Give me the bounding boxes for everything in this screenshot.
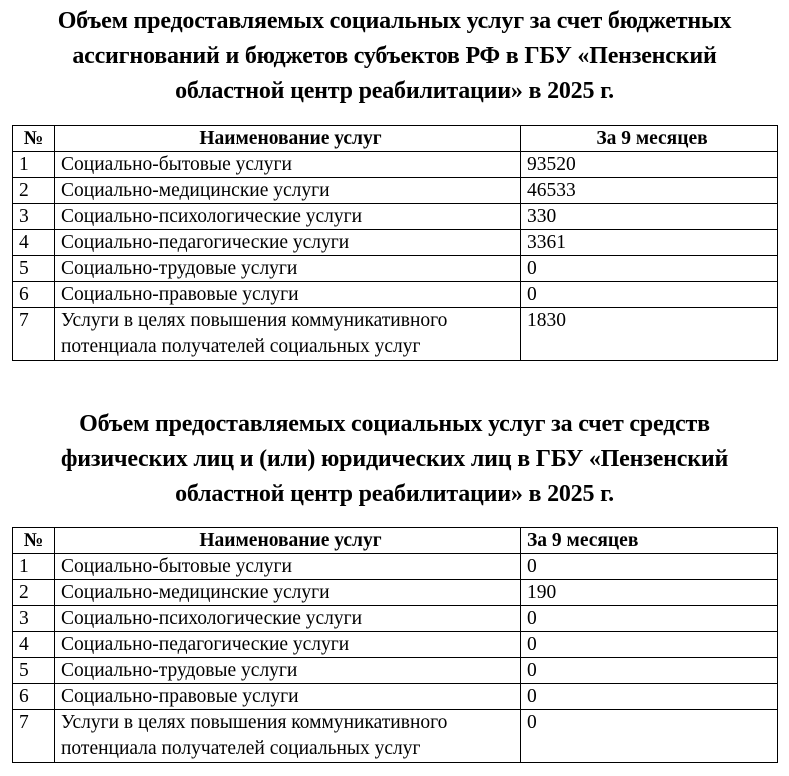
title-line: областной центр реабилитации» в 2025 г.	[175, 78, 614, 104]
row-number: 5	[13, 658, 55, 684]
row-value: 3361	[521, 230, 778, 256]
row-service-name	[55, 308, 521, 361]
table-row	[13, 230, 778, 256]
table-row	[13, 204, 778, 230]
row-service-name-line: потенциала получателей социальных услуг	[61, 336, 421, 357]
header-nine-months: За 9 месяцев	[521, 126, 778, 152]
row-value: 330	[521, 204, 778, 230]
row-number: 4	[13, 230, 55, 256]
table-row	[13, 554, 778, 580]
row-number: 3	[13, 606, 55, 632]
row-service-name: Социально-психологические услуги	[55, 204, 521, 230]
table-row	[13, 710, 778, 763]
row-value: 0	[521, 658, 778, 684]
table-header-row	[13, 528, 778, 554]
row-service-name: Социально-трудовые услуги	[55, 658, 521, 684]
table-row	[13, 580, 778, 606]
table-row	[13, 684, 778, 710]
row-value: 0	[521, 684, 778, 710]
row-value: 0	[521, 632, 778, 658]
row-service-name: Социально-педагогические услуги	[55, 632, 521, 658]
row-number: 2	[13, 580, 55, 606]
row-value: 190	[521, 580, 778, 606]
row-number: 7	[13, 710, 55, 763]
table-row	[13, 282, 778, 308]
table-row	[13, 632, 778, 658]
row-number: 6	[13, 684, 55, 710]
header-service-name: Наименование услуг	[55, 528, 521, 554]
row-service-name: Социально-педагогические услуги	[55, 230, 521, 256]
row-service-name-line: потенциала получателей социальных услуг	[61, 738, 421, 759]
row-service-name: Социально-бытовые услуги	[55, 554, 521, 580]
title-line: Объем предоставляемых социальных услуг за счет средств	[79, 411, 710, 437]
row-number: 5	[13, 256, 55, 282]
row-value: 0	[521, 256, 778, 282]
table-row	[13, 308, 778, 361]
row-service-name: Социально-правовые услуги	[55, 684, 521, 710]
row-value: 0	[521, 606, 778, 632]
row-service-name-line: Услуги в целях повышения коммуникативного	[61, 310, 448, 331]
row-value: 93520	[521, 152, 778, 178]
row-number: 1	[13, 554, 55, 580]
header-number: №	[13, 528, 55, 554]
row-service-name: Социально-психологические услуги	[55, 606, 521, 632]
row-value: 46533	[521, 178, 778, 204]
row-number: 1	[13, 152, 55, 178]
row-service-name	[55, 710, 521, 763]
row-value: 1830	[521, 308, 778, 361]
header-number: №	[13, 126, 55, 152]
title-line: физических лиц и (или) юридических лиц в ГБУ «Пензенский	[60, 446, 729, 472]
row-number: 2	[13, 178, 55, 204]
title-line: ассигнований и бюджетов субъектов РФ в ГБУ «Пензенский	[72, 43, 717, 69]
section1-title	[0, 4, 789, 109]
paid-services-table	[12, 527, 778, 763]
row-value: 0	[521, 710, 778, 763]
table-row	[13, 658, 778, 684]
table-row	[13, 256, 778, 282]
row-service-name-line: Услуги в целях повышения коммуникативного	[61, 712, 448, 733]
row-number: 7	[13, 308, 55, 361]
table-row	[13, 152, 778, 178]
table-row	[13, 606, 778, 632]
budget-services-table	[12, 125, 778, 361]
table-header-row	[13, 126, 778, 152]
row-service-name: Социально-медицинские услуги	[55, 580, 521, 606]
row-number: 6	[13, 282, 55, 308]
header-service-name: Наименование услуг	[55, 126, 521, 152]
row-service-name: Социально-медицинские услуги	[55, 178, 521, 204]
header-nine-months: За 9 месяцев	[521, 528, 778, 554]
title-line: Объем предоставляемых социальных услуг за счет бюджетных	[57, 8, 732, 34]
row-service-name: Социально-бытовые услуги	[55, 152, 521, 178]
title-line: областной центр реабилитации» в 2025 г.	[175, 481, 614, 507]
row-number: 3	[13, 204, 55, 230]
row-service-name: Социально-трудовые услуги	[55, 256, 521, 282]
row-service-name: Социально-правовые услуги	[55, 282, 521, 308]
row-value: 0	[521, 554, 778, 580]
row-value: 0	[521, 282, 778, 308]
row-number: 4	[13, 632, 55, 658]
section2-title	[0, 407, 789, 512]
table-row	[13, 178, 778, 204]
